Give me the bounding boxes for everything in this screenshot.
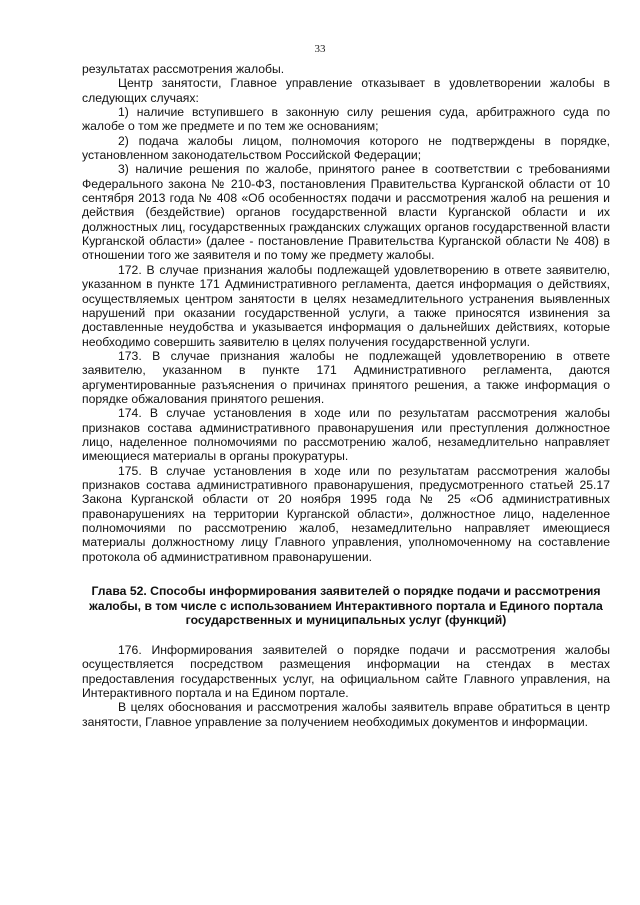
paragraph-176: 176. Информирования заявителей о порядке подачи и рассмотрения жалобы осуществляется посредством размещения информации на стендах в местах предоставления государственных услуг, на официальном сайте Главного управления, на Интерактивного портала и на Едином портале. bbox=[82, 642, 610, 700]
paragraph-174: 174. В случае установления в ходе или по результатам рассмотрения жалобы признаков состава административного правонарушения или преступления должностное лицо, наделенное полномочиями по рассмотрению жалоб, незамедлительно направляет имеющиеся материалы в органы прокуратуры. bbox=[82, 406, 610, 464]
paragraph-172: 172. В случае признания жалобы подлежащей удовлетворению в ответе заявителю, указанном в пункте 171 Административного регламента, дается информация о действиях, осуществляемых центром занятости в целях незамедлительного устранения выявленных нарушений при оказании государственной услуги, а также приносятся извинения за доставленные неудобства и указывается информация о дальнейших действиях, которые необходимо совершить заявителю в целях получения государственной услуги. bbox=[82, 262, 610, 349]
paragraph: результатах рассмотрения жалобы. bbox=[82, 62, 285, 76]
list-item: 3) наличие решения по жалобе, принятого ранее в соответствии с требованиями Федерального закона № 210-ФЗ, постановления Правительства Курганской области от 10 сентября 2013 года № 408 «Об особенностях подачи и рассмотрения жалоб на решения и действия (бездействие) органов государственной власти Курганской области и их должностных лиц, государственных гражданских служащих органов государственной власти Курганской области» (далее - постановление Правительства Курганской области № 408) в отношении того же заявителя и по тому же предмету жалобы. bbox=[82, 162, 610, 263]
paragraph-175: 175. В случае установления в ходе или по результатам рассмотрения жалобы признаков состава административного правонарушения, предусмотренного статьей 25.17 Закона Курганской области от 20 ноября 1995 года № 25 «Об административных правонарушениях на территории Курганской области», должностное лицо, наделенное полномочиями по рассмотрению жалоб, незамедлительно направляет имеющиеся материалы должностному лицу Главного управления, уполномоченному на составление протокола об административном правонарушении. bbox=[82, 463, 610, 564]
list-item: 2) подача жалобы лицом, полномочия которого не подтверждены в порядке, установленном законодательством Российской Федерации; bbox=[82, 133, 610, 163]
document-body bbox=[82, 62, 610, 729]
page-number: 33 bbox=[314, 43, 326, 55]
paragraph-173: 173. В случае признания жалобы не подлежащей удовлетворению в ответе заявителю, указанном в пункте 171 Административного регламента, даются аргументированные разъяснения о причинах принятого решения, а также информация о порядке обжалования принятого решения. bbox=[82, 348, 610, 406]
list-item: 1) наличие вступившего в законную силу решения суда, арбитражного суда по жалобе о том же предмете и по тем же основаниям; bbox=[82, 105, 610, 134]
paragraph: Центр занятости, Главное управление отказывает в удовлетворении жалобы в следующих случаях: bbox=[82, 76, 610, 105]
chapter-heading: Глава 52. Способы информирования заявителей о порядке подачи и рассмотрения жалобы, в том числе с использованием Интерактивного портала и Единого портала государственных и муниципальных услуг (функций) bbox=[89, 584, 603, 628]
paragraph: В целях обоснования и рассмотрения жалобы заявитель вправе обратиться в центр занятости, Главное управление за получением необходимых документов и информации. bbox=[82, 700, 610, 729]
